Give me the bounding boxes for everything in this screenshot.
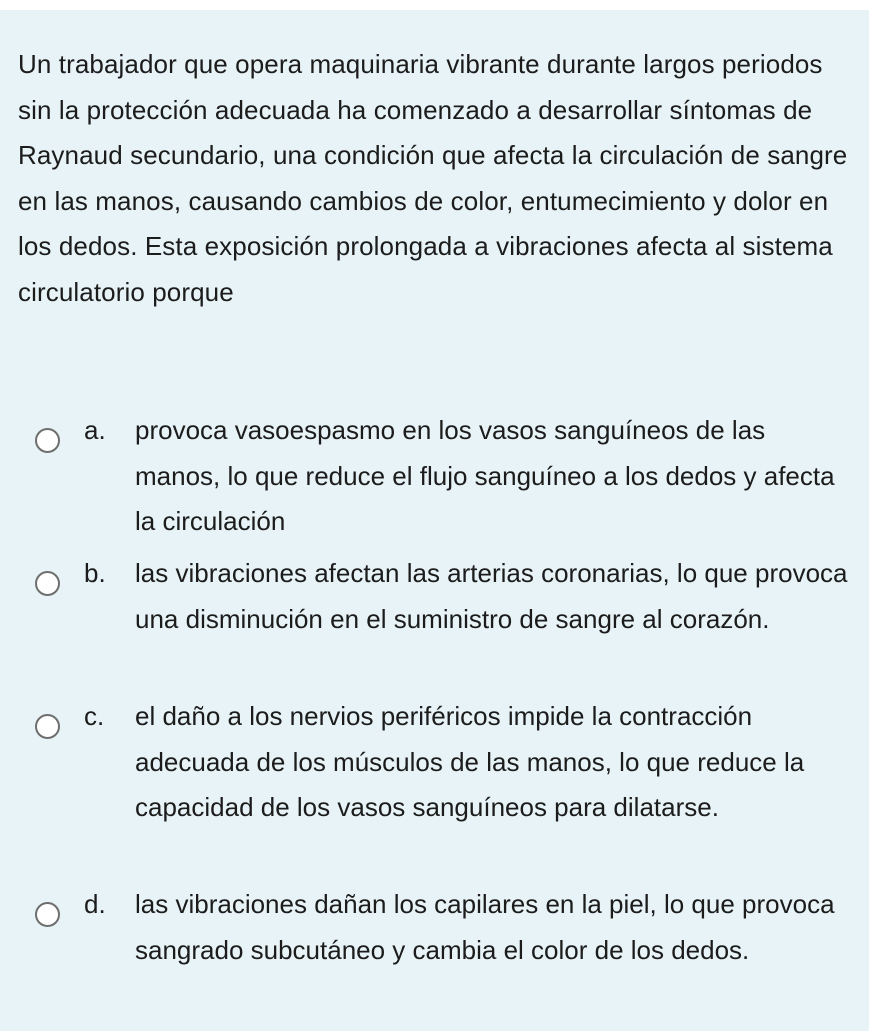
option-c[interactable]	[0, 694, 869, 879]
option-d[interactable]	[0, 882, 869, 1022]
radio-button-c[interactable]	[35, 714, 60, 739]
radio-button-b[interactable]	[35, 571, 60, 596]
option-letter-b: b.	[84, 558, 106, 588]
question-text: Un trabajador que opera maquinaria vibrante durante largos periodos sin la protección adecuada ha comenzado a desarrollar síntomas de Raynaud secundario, una condición que afecta la circulación de sangre en las manos, causando cambios de color, entumecimiento y dolor en los dedos. Esta exposición prolongada a vibraciones afecta al sistema circulatorio porque	[18, 49, 848, 307]
option-letter-c: c.	[84, 701, 105, 731]
option-text-d: las vibraciones dañan los capilares en la piel, lo que provoca sangrado subcutáneo y cambia el color de los dedos.	[135, 889, 835, 965]
radio-button-d[interactable]	[35, 902, 60, 927]
option-b[interactable]	[0, 551, 869, 691]
radio-button-a[interactable]	[35, 428, 60, 453]
option-letter-a: a.	[84, 415, 106, 445]
option-letter-d: d.	[84, 889, 106, 919]
option-text-a: provoca vasoespasmo en los vasos sanguíneos de las manos, lo que reduce el flujo sanguíneo a los dedos y afecta la circulación	[135, 415, 835, 536]
option-a[interactable]	[0, 408, 869, 548]
option-text-c: el daño a los nervios periféricos impide la contracción adecuada de los músculos de las manos, lo que reduce la capacidad de los vasos sanguíneos para dilatarse.	[135, 701, 805, 822]
question-card	[0, 10, 869, 1031]
option-text-b: las vibraciones afectan las arterias coronarias, lo que provoca una disminución en el suministro de sangre al corazón.	[135, 558, 848, 634]
